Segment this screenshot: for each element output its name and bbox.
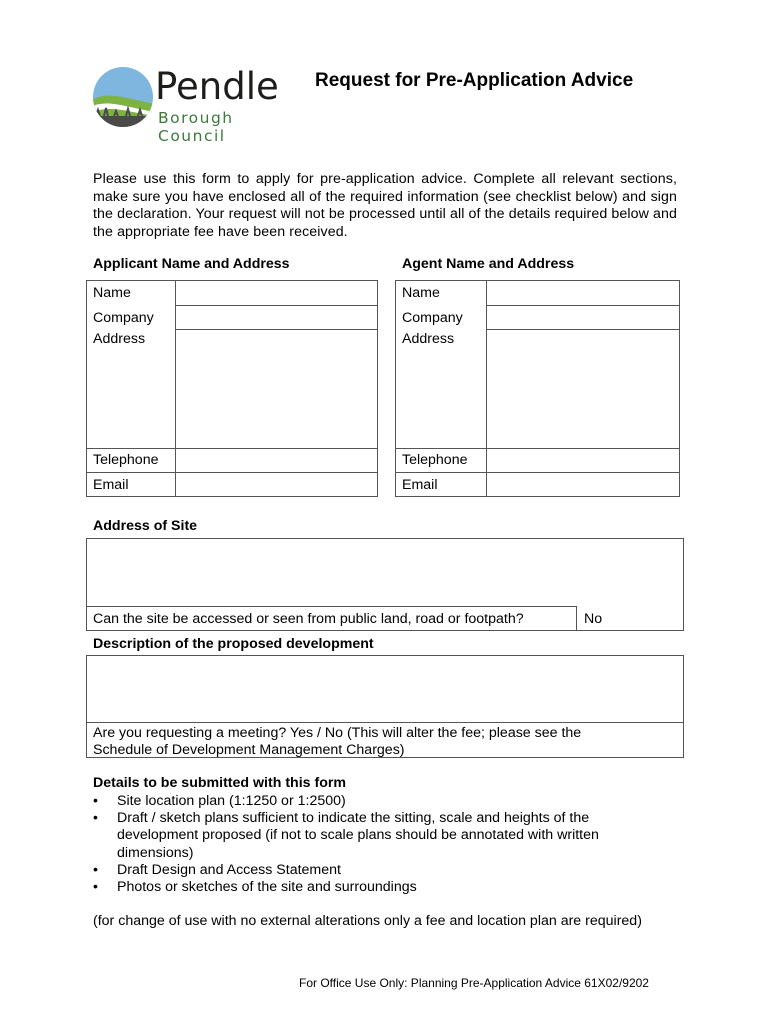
logo-subtitle: Borough Council <box>158 109 234 145</box>
logo-wordmark: Pendle <box>155 65 279 108</box>
agent-email-field[interactable] <box>488 474 678 495</box>
applicant-name-label: Name <box>93 285 131 301</box>
meeting-question-line2: Schedule of Development Management Charges) <box>93 742 405 758</box>
row-divider <box>395 472 680 473</box>
office-use-footer: For Office Use Only: Planning Pre-Application Advice 61X02/9202 <box>299 976 649 990</box>
list-item: • Draft Design and Access Statement <box>93 862 663 879</box>
row-divider <box>86 448 378 449</box>
row-divider <box>175 305 378 306</box>
agent-telephone-field[interactable] <box>488 450 678 471</box>
logo-emblem-icon <box>92 66 154 128</box>
applicant-name-field[interactable] <box>177 282 376 304</box>
column-divider <box>486 280 487 497</box>
applicant-email-label: Email <box>93 477 129 493</box>
site-heading: Address of Site <box>93 518 198 534</box>
applicant-company-label: Company <box>93 310 154 326</box>
page-title: Request for Pre-Application Advice <box>315 70 634 91</box>
row-divider <box>86 606 576 607</box>
agent-address-label: Address <box>402 331 455 347</box>
agent-name-label: Name <box>402 285 440 301</box>
site-access-question: Can the site be accessed or seen from public land, road or footpath? <box>93 611 524 627</box>
details-note: (for change of use with no external alterations only a fee and location plan are required) <box>93 913 642 929</box>
row-divider <box>175 329 378 330</box>
agent-address-field[interactable] <box>488 331 678 447</box>
site-access-answer[interactable]: No <box>584 611 603 627</box>
column-divider <box>576 606 577 631</box>
row-divider <box>486 329 680 330</box>
applicant-heading: Applicant Name and Address <box>93 256 290 272</box>
applicant-telephone-field[interactable] <box>177 450 376 471</box>
row-divider <box>86 722 684 723</box>
details-heading: Details to be submitted with this form <box>93 775 347 791</box>
agent-heading: Agent Name and Address <box>402 256 575 272</box>
applicant-address-label: Address <box>93 331 146 347</box>
row-divider <box>86 472 378 473</box>
row-divider <box>486 305 680 306</box>
column-divider <box>175 280 176 497</box>
details-list <box>93 793 663 896</box>
applicant-telephone-label: Telephone <box>93 452 159 468</box>
list-item: • Site location plan (1:1250 or 1:2500) <box>93 793 663 810</box>
meeting-question-line1: Are you requesting a meeting? Yes / No (This will alter the fee; please see the <box>93 725 582 741</box>
agent-name-field[interactable] <box>488 282 678 304</box>
applicant-company-field[interactable] <box>177 307 376 328</box>
council-logo <box>92 65 302 145</box>
applicant-email-field[interactable] <box>177 474 376 495</box>
intro-paragraph: Please use this form to apply for pre-application advice. Complete all relevant sections, make sure you have enclosed all of the required information (see checklist below) and sign the declaration. Your request will not be processed until all of the details required below and the appropriate fee have been received. <box>93 171 677 240</box>
agent-company-field[interactable] <box>488 307 678 328</box>
agent-telephone-label: Telephone <box>402 452 468 468</box>
agent-email-label: Email <box>402 477 438 493</box>
agent-company-label: Company <box>402 310 463 326</box>
row-divider <box>395 448 680 449</box>
list-item: • Draft / sketch plans sufficient to indicate the sitting, scale and heights of the development proposed (if not to scale plans should be annotated with written dimensions) <box>93 810 663 862</box>
development-heading: Description of the proposed development <box>93 636 374 652</box>
applicant-address-field[interactable] <box>177 331 376 447</box>
details-list-container <box>93 793 663 896</box>
list-item: • Photos or sketches of the site and surroundings <box>93 879 663 896</box>
